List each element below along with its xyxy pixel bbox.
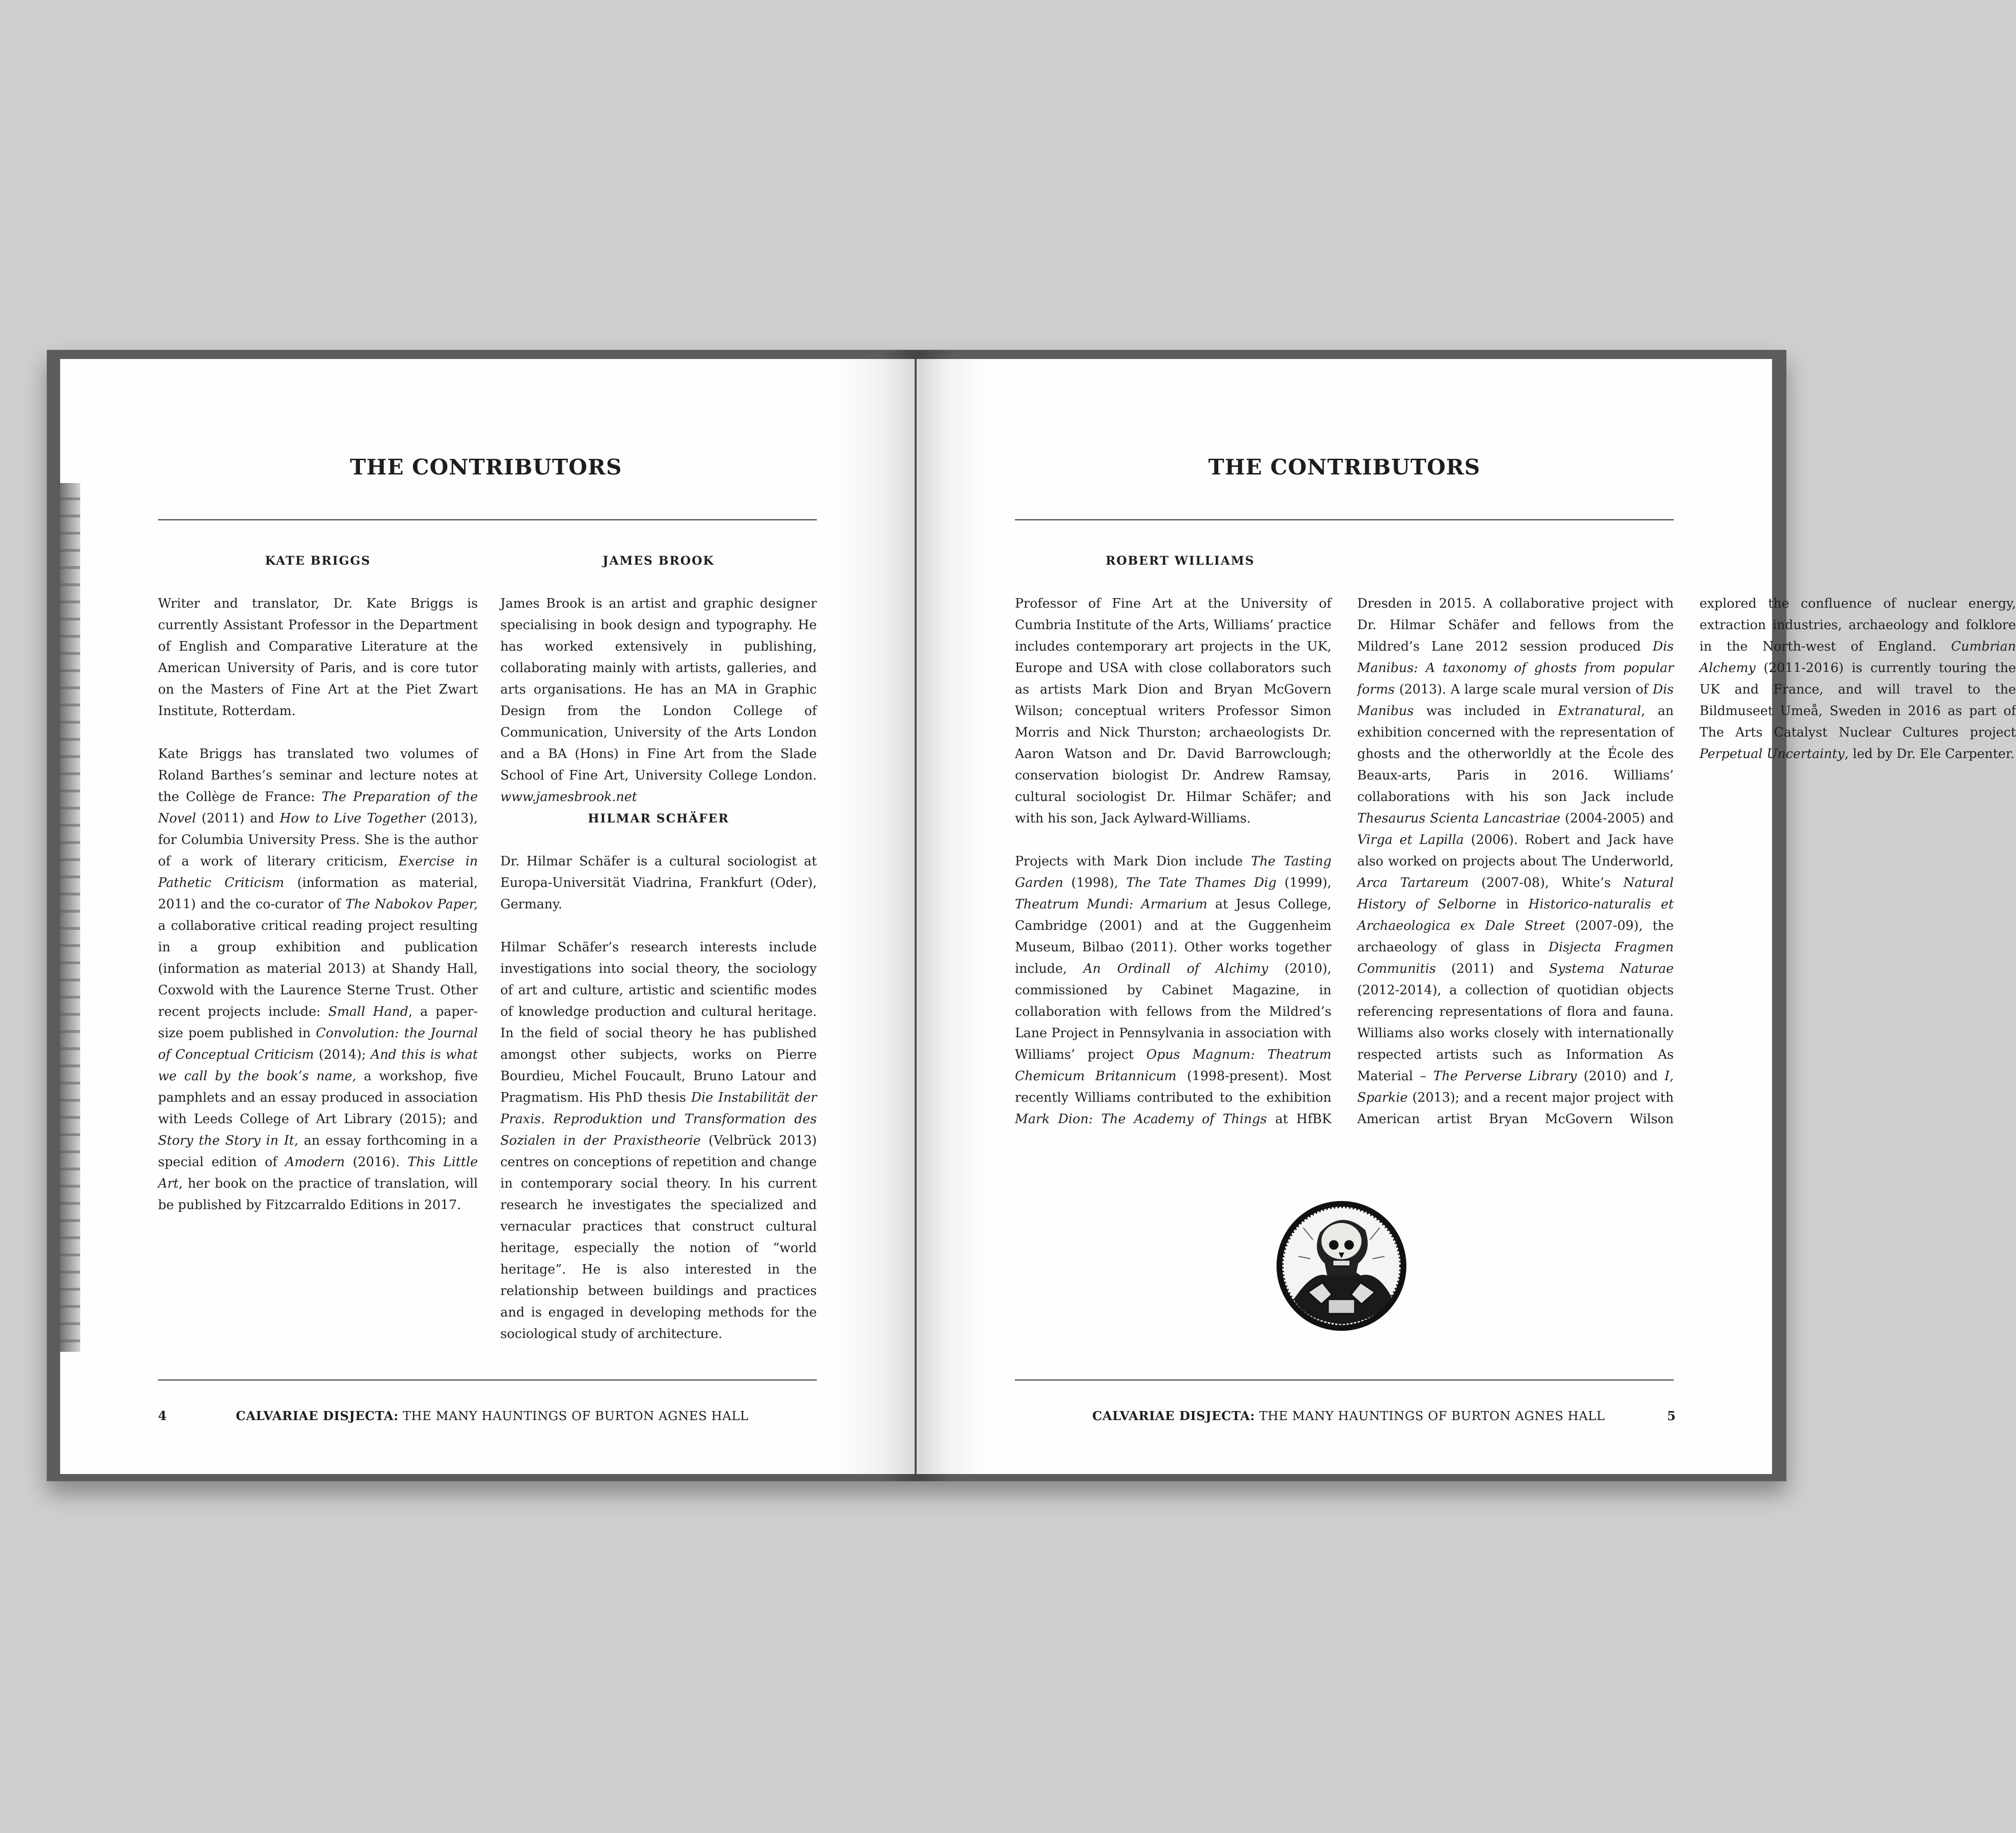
italic-title: Amodern [285, 1155, 345, 1169]
contributor-hilmar-schafer [500, 808, 817, 1366]
italic-title: Dis Manibus [1357, 682, 1674, 718]
italic-title: How to Live Together [280, 811, 426, 826]
footer-title-bold: CALVARIAE DISJECTA: [236, 1409, 399, 1423]
italic-title: I, Sparkie [1357, 1069, 1674, 1105]
bio-paragraph: Kate Briggs has translated two volumes of Roland Barthes’s seminar and lecture notes at the Collège de France: The Preparation of the Novel (2011) and How to Live Together (2013), for Columbia University Press. She is the author of a work of literary criticism, Exercise in Pathetic Criticism (information as material, 2011) and the co-curator of The Nabokov Paper, a collaborative critical reading project resulting in a group exhibition and publication (information as material 2013) at Shandy Hall, Coxwold with the Laurence Sterne Trust. Other recent projects include: Small Hand, a paper-size poem published in Convolution: the Journal of Conceptual Criticism (2014); And this is what we call by the book’s name, a workshop, five pamphlets and an essay produced in association with Leeds College of Art Library (2015); and Story the Story in It, an essay forthcoming in a special edition of Amodern (2016). This Little Art, her book on the practice of translation, will be published by Fitzcarraldo Editions in 2017. [158, 747, 478, 1212]
contributor-kate-briggs [158, 550, 478, 1237]
page-number: 5 [1667, 1409, 1676, 1423]
italic-title: Cumbrian Alchemy [1699, 639, 2016, 675]
bio-paragraph: Dr. Hilmar Schäfer is a cultural sociologist at Europa-Universität Viadrina, Frankfurt (Oder), Germany. [500, 854, 817, 912]
running-footer [1092, 1409, 1605, 1423]
footer-title-bold: CALVARIAE DISJECTA: [1092, 1409, 1255, 1423]
italic-title: The Preparation of the Novel [158, 790, 478, 826]
gutter-shadow [834, 359, 915, 1474]
italic-title: An Ordinall of Alchimy [1083, 961, 1268, 976]
italic-title: The Tate Thames Dig [1126, 875, 1277, 890]
italic-title: Dis Manibus: A taxonomy of ghosts from popular forms [1357, 639, 1674, 697]
italic-title: This Little Art [158, 1155, 478, 1191]
contributor-robert-williams [1015, 550, 1331, 593]
italic-title: And this is what we call by the book’s name, [158, 1047, 478, 1084]
bio-columns [1015, 593, 2016, 1147]
contributor-name: HILMAR SCHÄFER [588, 811, 729, 825]
footer-title-rest: THE MANY HAUNTINGS OF BURTON AGNES HALL [398, 1409, 749, 1423]
bio-paragraph: James Brook is an artist and graphic designer specialising in book design and typography. He has worked extensively in publishing, collaborating mainly with artists, galleries, and arts organisations. He has an MA in Graphic Design from the London College of Communication, University of the Arts London and a BA (Hons) in Fine Art from the Slade School of Fine Art, University College London. www.jamesbrook.net [500, 596, 817, 804]
italic-title: Historico-naturalis et Archaeologica ex Dale Street [1357, 897, 1674, 933]
page-title: THE CONTRIBUTORS [1208, 454, 1480, 480]
contributor-name: JAMES BROOK [602, 554, 715, 568]
italic-title: Arca Tartareum [1357, 875, 1469, 890]
italic-title: The Nabokov Paper, [345, 897, 478, 912]
italic-title: Natural History of Selborne [1357, 875, 1674, 912]
page-number: 4 [158, 1409, 167, 1423]
contributor-name: KATE BRIGGS [265, 554, 371, 568]
italic-title: Opus Magnum: Theatrum Chemicum Britannicum [1015, 1047, 1332, 1084]
running-footer [236, 1409, 749, 1423]
italic-title: Extranatural [1558, 704, 1641, 718]
italic-title: Systema Naturae [1549, 961, 1674, 976]
show-through-texture [60, 483, 80, 1352]
italic-title: Die Instabilität der Praxis. Reproduktion und Transformation des Sozialen in der Praxistheorie [500, 1090, 817, 1148]
italic-title: The Perverse Library [1433, 1069, 1577, 1084]
italic-title: Virga et Lapilla [1357, 832, 1464, 847]
right-page [917, 359, 2016, 1474]
italic-title: Disjecta Fragmen Communitis [1357, 940, 1674, 976]
header-rule [1015, 519, 1674, 520]
gutter-shadow [917, 359, 988, 1474]
italic-title: Thesaurus Scienta Lancastriae [1357, 811, 1561, 826]
italic-title: Exercise in Pathetic Criticism [158, 854, 478, 890]
italic-title: Story the Story in It [158, 1133, 295, 1148]
header-rule [158, 519, 817, 520]
left-page [60, 359, 915, 1474]
italic-title: Small Hand [328, 1004, 409, 1019]
page-title: THE CONTRIBUTORS [350, 454, 622, 480]
skull-emblem-icon [1275, 1199, 1408, 1333]
footer-title-rest: THE MANY HAUNTINGS OF BURTON AGNES HALL [1255, 1409, 1605, 1423]
italic-title: Convolution: the Journal of Conceptual Criticism [158, 1026, 478, 1062]
italic-title: Mark Dion: The Academy of Things [1015, 1112, 1267, 1127]
italic-title: Theatrum Mundi: Armarium [1015, 897, 1208, 912]
italic-title: The Tasting Garden [1015, 854, 1332, 890]
bio-paragraph: Projects with Mark Dion include The Tasting Garden (1998), The Tate Thames Dig (1999), Theatrum Mundi: Armarium at Jesus College, Cambridge (2001) and at the Guggenheim Museum, Bilbao (2011). Other works together include, An Ordinall of Alchimy (2010), commissioned by Cabinet Magazine, in collaboration with fellows from the Mildred’s Lane Project in Pennsylvania in association with Williams’ project Opus Magnum: Theatrum Chemicum Britannicum (1998-present). Most recently Williams contributed to the exhibition Mark Dion: The Academy of Things at HfBK Dresden in 2015. A collaborative project with Dr. Hilmar Schäfer and fellows from the Mildred’s Lane 2012 session produced Dis Manibus: A taxonomy of ghosts from popular forms (2013). A large scale mural version of Dis Manibus was included in Extranatural, an exhibition concerned with the representation of ghosts and the otherworldly at the École des Beaux-arts, Paris in 2016. Williams’ collaborations with his son Jack include Thesaurus Scienta Lancastriae (2004-2005) and Virga et Lapilla (2006). Robert and Jack have also worked on projects about The Underworld, Arca Tartareum (2007-08), White’s Natural History of Selborne in Historico-naturalis et Archaeologica ex Dale Street (2007-09), the archaeology of glass in Disjecta Fragmen Communitis (2011) and Systema Naturae (2012-2014), a collection of quotidian objects referencing representations of flora and fauna. Williams also works closely with internationally respected artists such as Information As Material – The Perverse Library (2010) and I, Sparkie (2013); and a recent major project with American artist Bryan McGovern Wilson explored the confluence of nuclear energy, extraction industries, archaeology and folklore in the North-west of England. Cumbrian Alchemy (2011-2016) is currently touring the UK and France, and will travel to the Bildmuseet Umeå, Sweden in 2016 as part of The Arts Catalyst Nuclear Cultures project Perpetual Uncertainty, led by Dr. Ele Carpenter. [1015, 596, 2016, 1127]
bio-paragraph: Professor of Fine Art at the University of Cumbria Institute of the Arts, Williams’ practice includes contemporary art projects in the UK, Europe and USA with close collaborators such as artists Mark Dion and Bryan McGovern Wilson; conceptual writers Professor Simon Morris and Nick Thurston; archaeologists Dr. Aaron Watson and Dr. David Barrowclough; conservation biologist Dr. Andrew Ramsay, cultural sociologist Dr. Hilmar Schäfer; and with his son, Jack Aylward-Williams. [1015, 596, 1331, 826]
italic-title: Perpetual Uncertainty [1699, 747, 1845, 761]
bio-paragraph: Writer and translator, Dr. Kate Briggs is currently Assistant Professor in the Department of English and Comparative Literature at the American University of Paris, and is core tutor on the Masters of Fine Art at the Piet Zwart Institute, Rotterdam. [158, 596, 478, 718]
contributor-name: ROBERT WILLIAMS [1106, 554, 1255, 568]
bio-paragraph: Hilmar Schäfer’s research interests include investigations into social theory, the sociology of art and culture, artistic and scientific modes of knowledge production and cultural heritage. In the field of social theory he has published amongst other subjects, works on Pierre Bourdieu, Michel Foucault, Bruno Latour and Pragmatism. His PhD thesis Die Instabilität der Praxis. Reproduktion und Transformation des Sozialen in der Praxistheorie (Velbrück 2013) centres on conceptions of repetition and change in contemporary social theory. In his current research he investigates the specialized and vernacular practices that construct cultural heritage, especially the notion of “world heritage”. He is also interested in the relationship between buildings and practices and is engaged in developing methods for the sociological study of architecture. [500, 940, 817, 1341]
contributor-james-brook [500, 550, 817, 829]
italic-title: www.jamesbrook.net [500, 790, 637, 804]
